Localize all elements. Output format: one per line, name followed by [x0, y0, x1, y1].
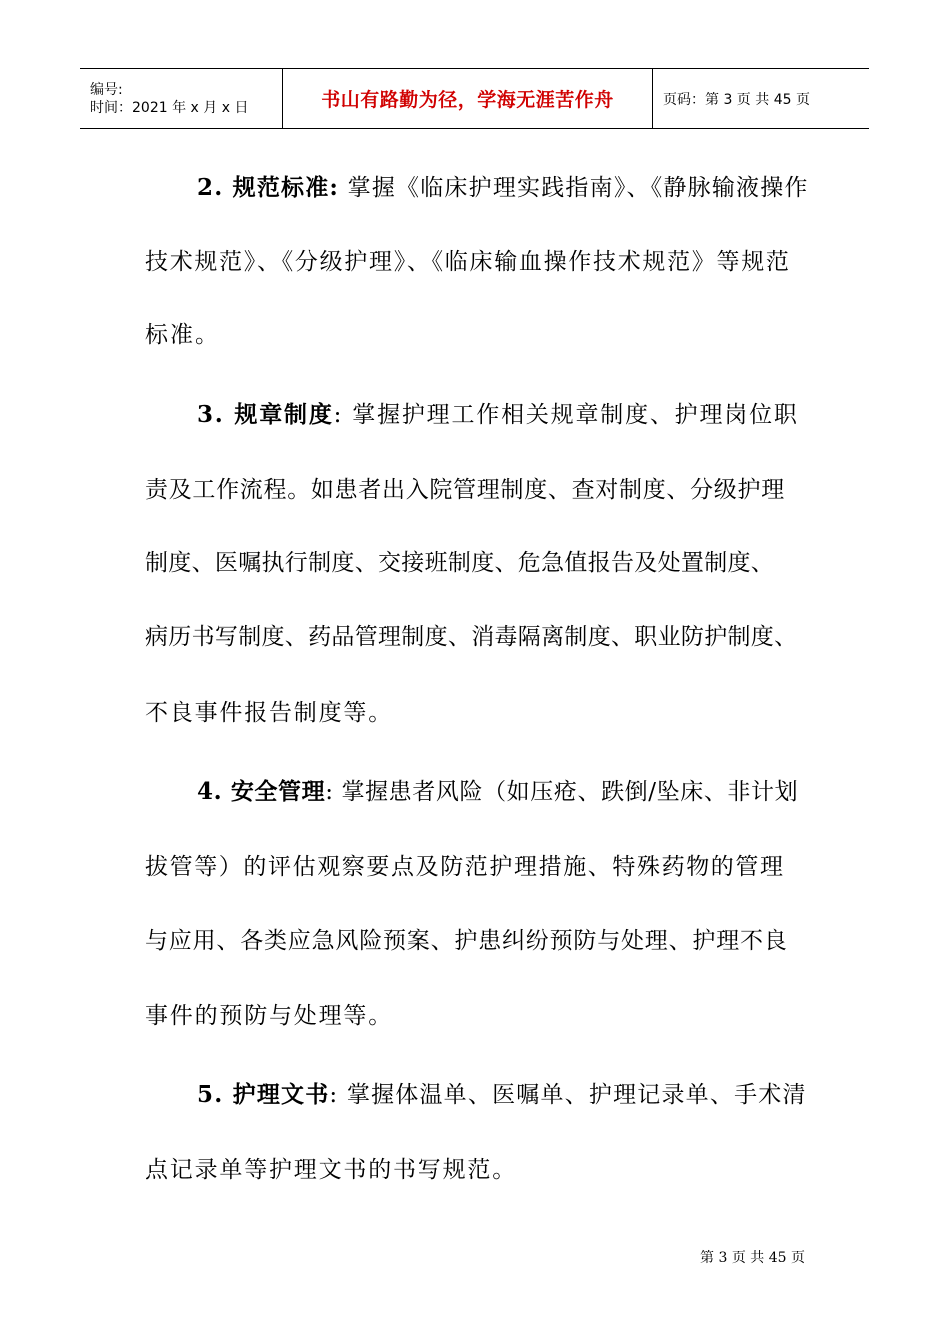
- body-line: [145, 852, 785, 882]
- line-text: : 掌握体温单、医嘱单、护理记录单、手术清: [329, 1082, 807, 1108]
- line-text: 点记录单等护理文书的书写规范。: [145, 1157, 517, 1183]
- body-line: [145, 1001, 393, 1031]
- section-heading: 5. 护理文书: [197, 1081, 330, 1108]
- body-line: [145, 622, 797, 652]
- section-heading: 3. 规章制度: [197, 401, 334, 428]
- document-time: 时间：2021 年 x 月 x 日: [90, 99, 249, 116]
- line-text: 不良事件报告制度等。: [145, 700, 393, 726]
- line-text: 掌握《临床护理实践指南》、《静脉输液操作: [339, 175, 809, 201]
- section-heading: 4. 安全管理: [197, 778, 326, 805]
- body-line: [145, 1155, 517, 1185]
- page-header: [80, 68, 869, 129]
- body-line: [145, 475, 785, 505]
- section-heading: 2. 规范标准:: [197, 174, 340, 201]
- body-line: [197, 173, 809, 203]
- line-text: 与应用、各类应急风险预案、护患纠纷预防与处理、护理不良: [145, 928, 788, 954]
- line-text: 拔管等）的评估观察要点及防范护理措施、特殊药物的管理: [145, 854, 785, 880]
- line-text: : 掌握护理工作相关规章制度、护理岗位职: [333, 402, 799, 428]
- header-page-number: 页码：第 3 页 共 45 页: [663, 91, 810, 108]
- header-page-info: [653, 69, 869, 128]
- line-text: 病历书写制度、药品管理制度、消毒隔离制度、职业防护制度、: [145, 624, 798, 650]
- line-text: : 掌握患者风险（如压疮、跌倒/坠床、非计划: [325, 779, 799, 805]
- body-line: [145, 548, 774, 578]
- footer-page-number: 第 3 页 共 45 页: [700, 1250, 805, 1266]
- body-line: [145, 247, 791, 277]
- body-line: [145, 698, 393, 728]
- line-text: 技术规范》、《分级护理》、《临床输血操作技术规范》等规范: [145, 249, 791, 275]
- line-text: 责及工作流程。如患者出入院管理制度、查对制度、分级护理: [145, 477, 785, 503]
- header-motto: [282, 69, 653, 128]
- line-text: 事件的预防与处理等。: [145, 1003, 393, 1029]
- body-line: [145, 320, 220, 350]
- body-line: [197, 777, 798, 807]
- motto-text: 书山有路勤为径，学海无涯苦作舟: [321, 89, 614, 111]
- body-line: [197, 1080, 807, 1110]
- line-text: 标准。: [145, 322, 220, 348]
- body-line: [145, 926, 788, 956]
- line-text: 制度、医嘱执行制度、交接班制度、危急值报告及处置制度、: [145, 550, 775, 576]
- page-footer: [700, 1247, 805, 1267]
- header-meta: [80, 69, 282, 128]
- body-line: [197, 400, 799, 430]
- document-number-label: 编号:: [90, 81, 123, 98]
